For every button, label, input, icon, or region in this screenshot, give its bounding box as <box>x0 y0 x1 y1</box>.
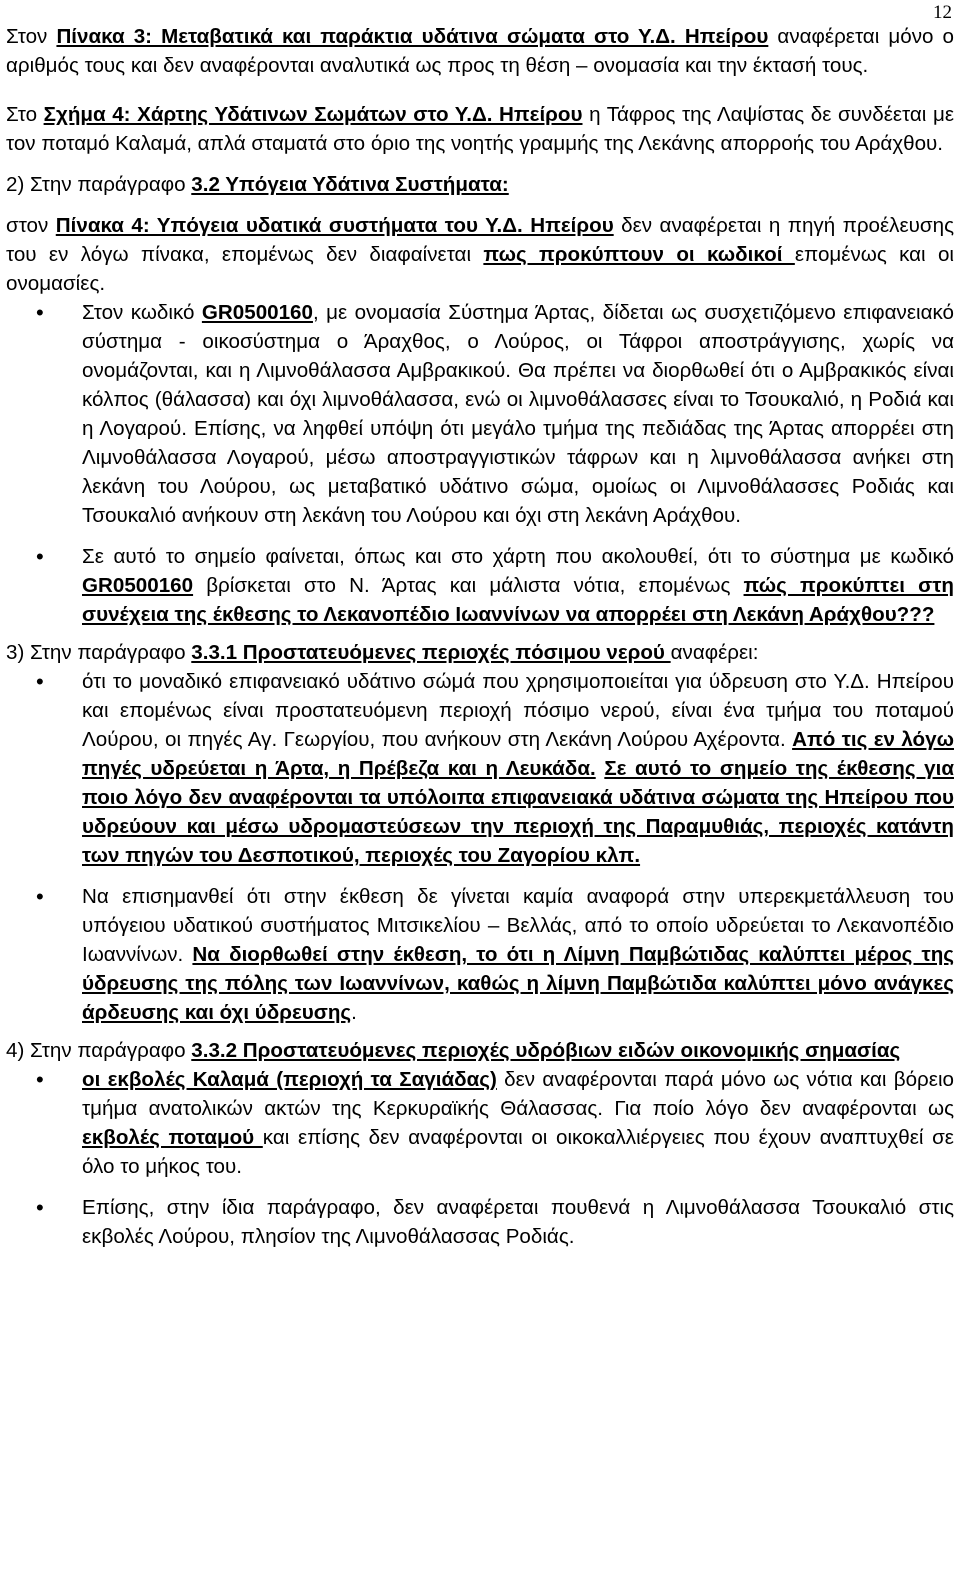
list-item <box>6 667 954 870</box>
document-body <box>6 22 954 1251</box>
text-run: Στον κωδικό <box>82 301 202 324</box>
section-3-3-1-title: 3.3.1 Προστατευόμενες περιοχές πόσιμου νερού <box>191 641 671 664</box>
code-gr0500160: GR0500160 <box>82 574 194 597</box>
code-gr0500160: GR0500160 <box>201 301 313 324</box>
emphasis-text: Να διορθωθεί στην έκθεση, το ότι η Λίμνη Παμβώτιδας καλύπτει μέρος της ύδρευσης της πόλης των Ιωαννίνων, καθώς η λίμνη Παμβώτιδα καλύπτει μόνο ανάγκες άρδευσης και όχι ύδρευσης <box>82 943 955 1024</box>
emphasis-text: πως προκύπτουν οι κωδικοί <box>483 243 795 266</box>
text-run: , με ονομασία Σύστημα Άρτας, δίδεται ως συσχετιζόμενο επιφανειακό σύστημα - οικοσύστημα ο Άραχθος, ο Λούρος, οι Τάφροι αποστράγγισης, χωρίς να ονομάζονται, και η Λιμνοθάλασσα Αμβρακικού. Θα πρέπει να διορθωθεί ότι ο Αμβρακικός είναι κόλπος (θάλασσα) και όχι λιμνοθάλασσα, ενώ οι λιμνοθάλασσες είναι το Τσουκαλιό, η Ροδιά και η Λογαρού. Επίσης, να ληφθεί υπόψη ότι μεγάλο τμήμα της πεδιάδας της Άρτας απορρέει στη Λιμνοθάλασσα Λογαρού, μέσω αποστραγγιστικών τάφρων και η λιμνοθάλασσα ανήκει στη λεκάνη του Λούρου, ως μεταβατικό υδάτινο σώμα, ομοίως οι Λιμνοθάλασσες Ροδιάς και Τσουκαλιό ανήκουν στη λεκάνη του Λούρου και όχι στη λεκάνη Αράχθου. <box>82 301 954 527</box>
section-3-3-2-title: 3.3.2 Προστατευόμενες περιοχές υδρόβιων ειδών οικονομικής σημασίας <box>191 1039 901 1062</box>
text-run: . <box>351 1001 357 1024</box>
paragraph-figure4-note <box>6 100 954 158</box>
list-item <box>6 1065 954 1181</box>
list-item <box>6 298 954 530</box>
emphasis-text: οι εκβολές Καλαμά (περιοχή τα Σαγιάδας) <box>82 1068 497 1091</box>
page-number: 12 <box>933 2 952 23</box>
text-run: βρίσκεται στο Ν. Άρτας και μάλιστα νότια, επομένως <box>193 574 744 597</box>
section-heading-3-3-1 <box>6 638 954 667</box>
bullet-list-3-3-1 <box>6 667 954 1027</box>
list-item <box>6 542 954 629</box>
list-item <box>6 882 954 1027</box>
text-run: επομένως και οι ονομασίες. <box>6 243 954 295</box>
table3-reference: Πίνακα 3: Μεταβατικά και παράκτια υδάτινα σώματα στο Υ.Δ. Ηπείρου <box>56 25 769 48</box>
emphasis-text: Σε αυτό το σημείο της έκθεσης για ποιο λόγο δεν αναφέρονται τα υπόλοιπα επιφανειακά υδάτινα σώματα της Ηπείρου που υδρεύουν και μέσω υδρομαστεύσεων την περιοχή της Παραμυθιάς, περιοχές κατάντη των πηγών του Δεσποτικού, περιοχές του Ζαγορίου κλπ. <box>82 757 954 867</box>
section-heading-3-3-2 <box>6 1036 954 1065</box>
text-run: 2) Στην παράγραφο <box>6 173 192 196</box>
emphasis-text: εκβολές ποταμού <box>82 1126 263 1149</box>
section-3-2-title: 3.2 Υπόγεια Υδάτινα Συστήματα: <box>191 173 509 196</box>
emphasis-text: Από τις εν λόγω πηγές υδρεύεται η Άρτα, η Πρέβεζα και η Λευκάδα. <box>82 728 954 780</box>
text-run: και επίσης δεν αναφέρονται οι οικοκαλλιέργειες που έχουν αναπτυχθεί σε όλο το μήκος του. <box>82 1126 954 1178</box>
text-run: στον <box>6 214 56 237</box>
text-run: Σε αυτό το σημείο φαίνεται, όπως και στο χάρτη που ακολουθεί, ότι το σύστημα με κωδικό <box>82 545 954 568</box>
table4-reference: Πίνακα 4: Υπόγεια υδατικά συστήματα του Υ.Δ. Ηπείρου <box>55 214 614 237</box>
section-heading-3-2 <box>6 170 954 199</box>
text-run: Στον <box>6 25 57 48</box>
text-run: δεν αναφέρεται η πηγή προέλευσης του εν λόγω πίνακα, επομένως δεν διαφαίνεται <box>6 214 955 266</box>
bullet-list-3-2 <box>6 298 954 629</box>
bullet-list-3-3-2 <box>6 1065 954 1251</box>
text-run: Στο <box>6 103 44 126</box>
list-item <box>6 1193 954 1251</box>
text-run: η Τάφρος της Λαψίστας δε συνδέεται με τον ποταμό Καλαμά, απλά σταματά στο όριο της νοητής γραμμής της Λεκάνης απορροής του Αράχθου. <box>6 103 954 155</box>
figure4-reference: Σχήμα 4: Χάρτης Υδάτινων Σωμάτων στο Υ.Δ. Ηπείρου <box>43 103 583 126</box>
text-run: Να επισημανθεί ότι στην έκθεση δε γίνεται καμία αναφορά στην υπερεκμετάλλευση του υπόγειου υδατικού συστήματος Μιτσικελίου – Βελλάς, από το οποίο υδρεύεται το Λεκανοπέδιο Ιωαννίνων. <box>82 885 954 966</box>
emphasis-text: πώς προκύπτει στη συνέχεια της έκθεσης το Λεκανοπέδιο Ιωαννίνων να απορρέει στη Λεκάνη Αράχθου??? <box>82 574 954 626</box>
paragraph-table3-note <box>6 22 954 80</box>
text-run: 3) Στην παράγραφο <box>6 641 192 664</box>
text-run: δεν αναφέρονται παρά μόνο ως νότια και βόρειο τμήμα ανατολικών ακτών της Κερκυραϊκής Θάλασσας. Για ποίο λόγο δεν αναφέρονται ως <box>82 1068 954 1120</box>
text-run: αναφέρει: <box>670 641 759 664</box>
text-run: ότι το μοναδικό επιφανειακό υδάτινο σώμά που χρησιμοποιείται για ύδρευση στο Υ.Δ. Ηπείρου και επομένως είναι προστατευόμενη περιοχή πόσιμο νερού, είναι ένα τμήμα του ποταμού Λούρου, οι πηγές Αγ. Γεωργίου, που ανήκουν στη Λεκάνη Λούρου Αχέροντα. <box>82 670 954 751</box>
text-run: 4) Στην παράγραφο <box>6 1039 192 1062</box>
text-run: αναφέρεται μόνο ο αριθμός τους και δεν αναφέρονται αναλυτικά ως προς τη θέση – ονομασία και την έκτασή τους. <box>6 25 954 77</box>
text-run: Επίσης, στην ίδια παράγραφο, δεν αναφέρεται πουθενά η Λιμνοθάλασσα Τσουκαλιό στις εκβολές Λούρου, πλησίον της Λιμνοθάλασσας Ροδιάς. <box>82 1196 954 1248</box>
paragraph-table4-note <box>6 211 954 298</box>
